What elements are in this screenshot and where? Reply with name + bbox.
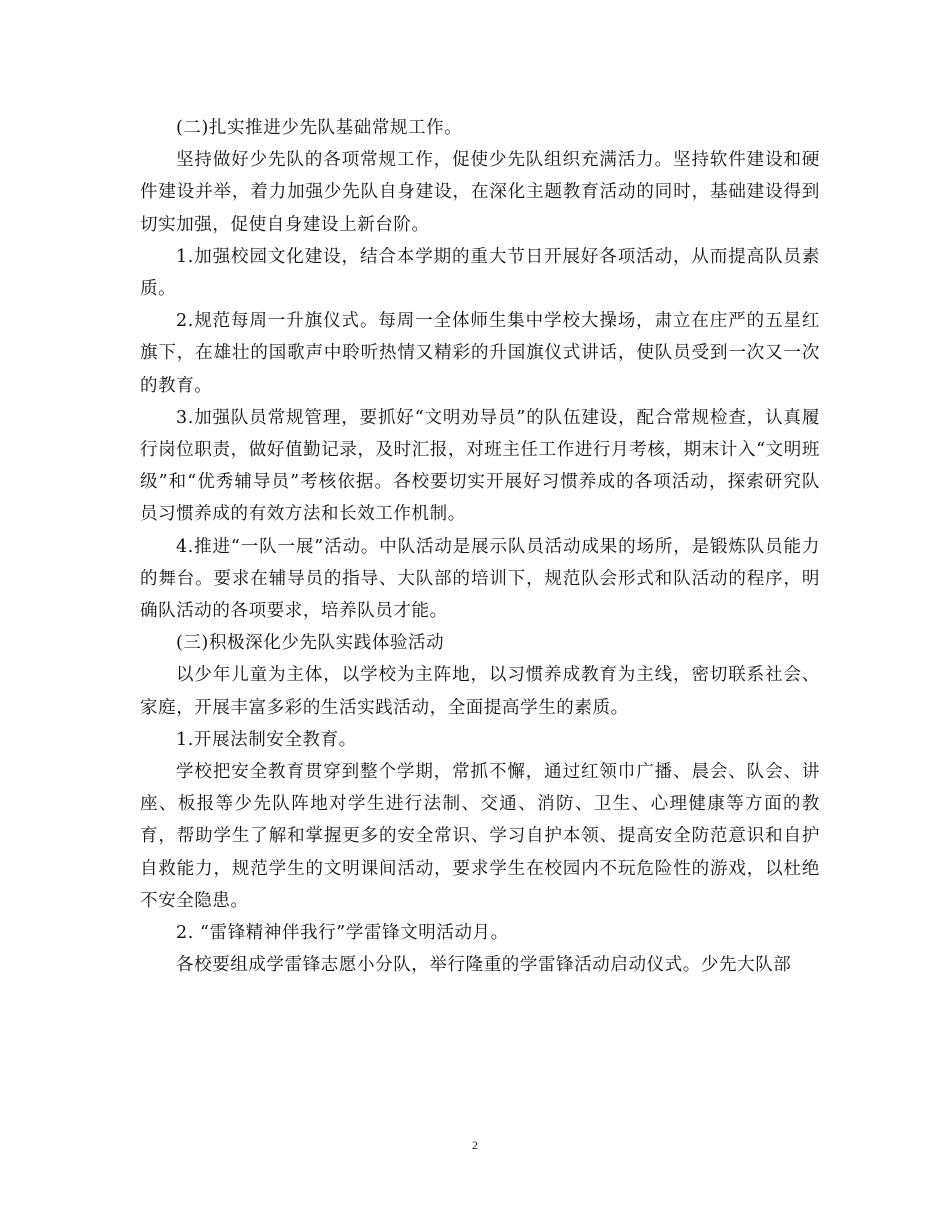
subheading-1: 1.开展法制安全教育。 — [176, 729, 357, 750]
paragraph: 以少年儿童为主体，以学校为主阵地，以习惯养成教育为主线，密切联系社会、家庭，开展丰富多彩的生活实践活动，全面提高学生的素质。 — [140, 665, 820, 718]
subheading-2: 2. “雷锋精神伴我行”学雷锋文明活动月。 — [176, 923, 509, 944]
document-body — [140, 112, 820, 981]
section-heading-2: (二)扎实推进少先队基础常规工作。 — [176, 118, 463, 138]
list-item-4: 4.推进“一队一展”活动。中队活动是展示队员活动成果的场所，是锻炼队员能力的舞台。要求在辅导员的指导、大队部的培训下，规范队会形式和队活动的程序，明确队活动的各项要求，培养队员才能。 — [140, 536, 820, 622]
page-number: 2 — [472, 1138, 478, 1152]
list-item-1: 1.加强校园文化建设，结合本学期的重大节日开展好各项活动，从而提高队员素质。 — [140, 246, 820, 300]
paragraph: 学校把安全教育贯穿到整个学期，常抓不懈，通过红领巾广播、晨会、队会、讲座、板报等少先队阵地对学生进行法制、交通、消防、卫生、心理健康等方面的教育，帮助学生了解和掌握更多的安全常识、学习自护本领、提高安全防范意识和自护自救能力，规范学生的文明课间活动，要求学生在校园内不玩危险性的游戏，以杜绝不安全隐患。 — [140, 762, 820, 911]
section-heading-3: (三)积极深化少先队实践体验活动 — [176, 633, 445, 654]
list-item-2: 2.规范每周一升旗仪式。每周一全体师生集中学校大操场，肃立在庄严的五星红旗下，在雄壮的国歌声中聆听热情又精彩的升国旗仪式讲话，使队员受到一次又一次的教育。 — [140, 311, 820, 396]
paragraph: 各校要组成学雷锋志愿小分队，举行隆重的学雷锋活动启动仪式。少先大队部 — [176, 955, 792, 976]
list-item-3: 3.加强队员常规管理，要抓好“文明劝导员”的队伍建设，配合常规检查，认真履行岗位职责，做好值勤记录，及时汇报，对班主任工作进行月考核，期末计入“文明班级”和“优秀辅导员”考核依据。各校要切实开展好习惯养成的各项活动，探索研究队员习惯养成的有效方法和长效工作机制。 — [140, 407, 820, 525]
paragraph: 坚持做好少先队的各项常规工作，促使少先队组织充满活力。坚持软件建设和硬件建设并举，着力加强少先队自身建设，在深化主题教育活动的同时，基础建设得到切实加强，促使自身建设上新台阶。 — [140, 150, 820, 235]
